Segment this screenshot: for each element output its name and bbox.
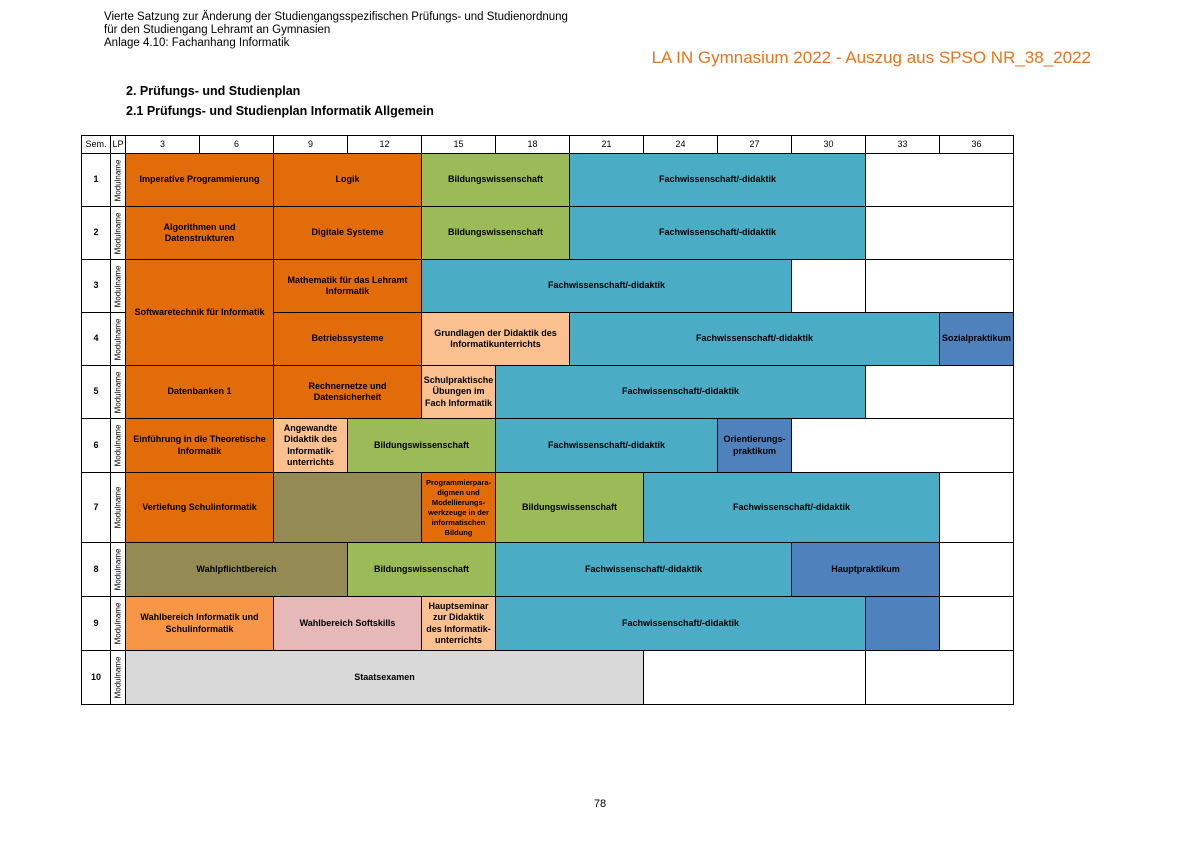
lp-col-30: 30 — [791, 135, 866, 154]
module-fachwissenschaft-s3: Fachwissenschaft/-didaktik — [421, 259, 792, 313]
empty-cell-s1 — [865, 153, 1014, 207]
lp-header: LP — [110, 135, 126, 154]
lp-col-9: 9 — [273, 135, 348, 154]
module-programmierparadigmen: Programmierpara-digmen und Modellierungs-werkzeuge in der informatischen Bildung — [421, 472, 496, 543]
empty-cell-s6 — [791, 418, 1014, 473]
semester-8: 8 — [81, 542, 111, 597]
module-datenbanken: Datenbanken 1 — [125, 365, 274, 419]
row-label-10: Modulname — [110, 650, 126, 705]
row-label-1: Modulname — [110, 153, 126, 207]
module-hauptpraktikum: Hauptpraktikum — [791, 542, 940, 597]
module-fachwissenschaft-s4: Fachwissenschaft/-didaktik — [569, 312, 940, 366]
row-label-2: Modulname — [110, 206, 126, 260]
module-imperative-programmierung: Imperative Programmierung — [125, 153, 274, 207]
study-plan-table — [81, 135, 1014, 705]
empty-cell-s10b — [865, 650, 1014, 705]
module-fachwissenschaft-s9: Fachwissenschaft/-didaktik — [495, 596, 866, 651]
lp-col-15: 15 — [421, 135, 496, 154]
row-label-5: Modulname — [110, 365, 126, 419]
module-fachwissenschaft-s1: Fachwissenschaft/-didaktik — [569, 153, 866, 207]
lp-col-18: 18 — [495, 135, 570, 154]
semester-10: 10 — [81, 650, 111, 705]
semester-3: 3 — [81, 259, 111, 313]
lp-col-12: 12 — [347, 135, 422, 154]
module-fachwissenschaft-s7: Fachwissenschaft/-didaktik — [643, 472, 940, 543]
module-orientierungspraktikum: Orientierungs-praktikum — [717, 418, 792, 473]
lp-col-24: 24 — [643, 135, 718, 154]
empty-cell-s9 — [939, 596, 1014, 651]
semester-2: 2 — [81, 206, 111, 260]
module-angewandte-didaktik: Angewandte Didaktik des Informatik-unterrichts — [273, 418, 348, 473]
doc-header-line3: Anlage 4.10: Fachanhang Informatik — [104, 37, 290, 49]
empty-cell-s7 — [939, 472, 1014, 543]
empty-cell-s3a — [791, 259, 866, 313]
empty-cell-s10a — [643, 650, 866, 705]
module-softwaretechnik: Softwaretechnik für Informatik — [125, 259, 274, 366]
module-sozialpraktikum: Sozialpraktikum — [939, 312, 1014, 366]
module-bildungswissenschaft-s1: Bildungswissenschaft — [421, 153, 570, 207]
hauptpraktikum-extension — [865, 596, 940, 651]
doc-header-line2: für den Studiengang Lehramt an Gymnasien — [104, 24, 331, 36]
section-subtitle: 2.1 Prüfungs- und Studienplan Informatik Allgemein — [126, 104, 434, 118]
lp-col-3: 3 — [125, 135, 200, 154]
lp-col-21: 21 — [569, 135, 644, 154]
module-fachwissenschaft-s6: Fachwissenschaft/-didaktik — [495, 418, 718, 473]
module-wahlpflichtbereich: Wahlpflichtbereich — [125, 542, 348, 597]
module-bildungswissenschaft-s2: Bildungswissenschaft — [421, 206, 570, 260]
empty-cell-s5 — [865, 365, 1014, 419]
module-wahlbereich-softskills: Wahlbereich Softskills — [273, 596, 422, 651]
module-wahlbereich-informatik: Wahlbereich Informatik und Schulinformatik — [125, 596, 274, 651]
doc-header-line1: Vierte Satzung zur Änderung der Studiengangsspezifischen Prüfungs- und Studienordnung — [104, 11, 568, 23]
module-digitale-systeme: Digitale Systeme — [273, 206, 422, 260]
module-fachwissenschaft-s2: Fachwissenschaft/-didaktik — [569, 206, 866, 260]
row-label-9: Modulname — [110, 596, 126, 651]
semester-6: 6 — [81, 418, 111, 473]
row-label-4: Modulname — [110, 312, 126, 366]
module-rechnernetze: Rechnernetze und Datensicherheit — [273, 365, 422, 419]
semester-4: 4 — [81, 312, 111, 366]
section-title: 2. Prüfungs- und Studienplan — [126, 84, 301, 98]
semester-1: 1 — [81, 153, 111, 207]
row-label-3: Modulname — [110, 259, 126, 313]
module-algorithmen: Algorithmen und Datenstrukturen — [125, 206, 274, 260]
lp-col-36: 36 — [939, 135, 1014, 154]
row-label-6: Modulname — [110, 418, 126, 473]
module-bildungswissenschaft-s6: Bildungswissenschaft — [347, 418, 496, 473]
semester-5: 5 — [81, 365, 111, 419]
empty-cell-s2 — [865, 206, 1014, 260]
module-bildungswissenschaft-s8: Bildungswissenschaft — [347, 542, 496, 597]
module-schulpraktische-uebungen: Schulpraktische Übungen im Fach Informatik — [421, 365, 496, 419]
module-theoretische-informatik: Einführung in die Theoretische Informatik — [125, 418, 274, 473]
module-fachwissenschaft-s8: Fachwissenschaft/-didaktik — [495, 542, 792, 597]
module-staatsexamen: Staatsexamen — [125, 650, 644, 705]
lp-col-33: 33 — [865, 135, 940, 154]
module-hauptseminar: Hauptseminar zur Didaktik des Informatik-unterrichts — [421, 596, 496, 651]
lp-col-6: 6 — [199, 135, 274, 154]
module-logik: Logik — [273, 153, 422, 207]
row-label-8: Modulname — [110, 542, 126, 597]
module-grundlagen-didaktik: Grundlagen der Didaktik des Informatikunterrichts — [421, 312, 570, 366]
page-number: 78 — [593, 798, 607, 810]
lp-col-27: 27 — [717, 135, 792, 154]
empty-cell-s8 — [939, 542, 1014, 597]
sem-header: Sem. — [81, 135, 111, 154]
wahlpflicht-block-s7 — [273, 472, 422, 543]
module-fachwissenschaft-s5: Fachwissenschaft/-didaktik — [495, 365, 866, 419]
module-betriebssysteme: Betriebssysteme — [273, 312, 422, 366]
module-mathematik: Mathematik für das Lehramt Informatik — [273, 259, 422, 313]
semester-9: 9 — [81, 596, 111, 651]
module-bildungswissenschaft-s7: Bildungswissenschaft — [495, 472, 644, 543]
module-vertiefung-schulinformatik: Vertiefung Schulinformatik — [125, 472, 274, 543]
empty-cell-s3b — [865, 259, 1014, 313]
row-label-7: Modulname — [110, 472, 126, 543]
semester-7: 7 — [81, 472, 111, 543]
document-stamp: LA IN Gymnasium 2022 - Auszug aus SPSO NR_38_2022 — [651, 48, 1091, 67]
